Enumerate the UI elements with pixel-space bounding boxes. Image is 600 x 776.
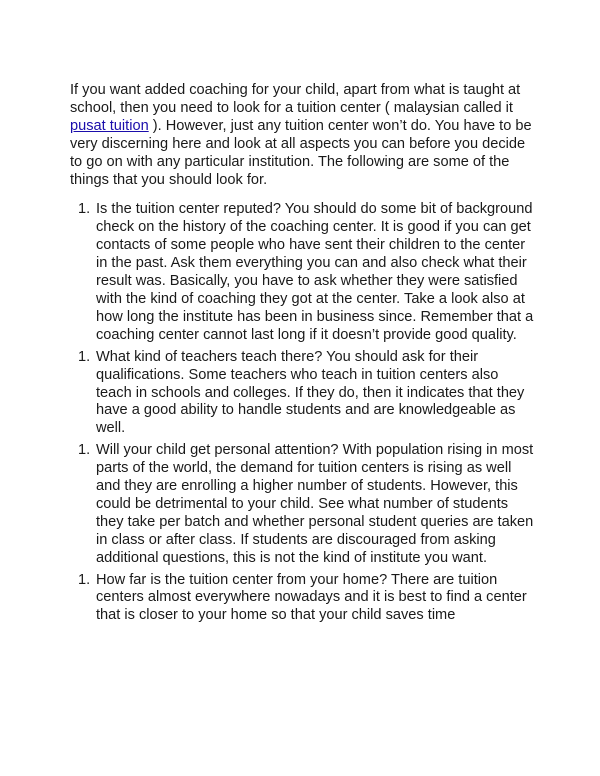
list-item-marker: 1.	[78, 201, 91, 218]
list-item	[70, 349, 535, 439]
list-item-marker: 1.	[78, 571, 91, 588]
article-body	[70, 82, 535, 629]
intro-text-before-link: If you want added coaching for your child, apart from what is taught at school, then you need to look for a tuition center ( malaysian called it	[70, 82, 521, 116]
pusat-tuition-link[interactable]: pusat tuition	[70, 117, 149, 134]
intro-paragraph	[70, 82, 535, 189]
list-item-text: Will your child get personal attention? With population rising in most parts of the world, the demand for tuition centers is rising as well and they are enrolling a higher number of students. However, this could be detrimental to your child. See what number of students they take per batch and whether personal student queries are taken in class or after class. If students are discouraged from asking additional questions, this is not the kind of institute you want.	[96, 442, 534, 566]
list-item-text: How far is the tuition center from your home? There are tuition centers almost everywhere nowadays and it is best to find a center that is closer to your home so that your child saves time	[96, 571, 527, 624]
list-item-text: Is the tuition center reputed? You should do some bit of background check on the history of the coaching center. It is good if you can get contacts of some people who have sent their children to the center in the past. Ask them everything you can and also check what their result was. Basically, you have to ask whether they were satisfied with the kind of coaching they got at the center. Take a look also at how long the institute has been in business since. Remember that a coaching center cannot last long if it doesn’t provide good quality.	[96, 201, 534, 343]
list-item	[70, 442, 535, 567]
list-item	[70, 201, 535, 344]
list-item	[70, 572, 535, 626]
list-item-marker: 1.	[78, 348, 91, 365]
intro-text-after-link: ). However, just any tuition center won’t do. You have to be very discerning here and look at all aspects you can before you decide to go on with any particular institution. The following are some of the things that you should look for.	[70, 117, 532, 188]
list-item-text: What kind of teachers teach there? You should ask for their qualifications. Some teachers who teach in tuition centers also teach in schools and colleges. If they do, then it indicates that they have a good ability to handle students and are knowledgeable as well.	[96, 348, 525, 437]
list-item-marker: 1.	[78, 442, 91, 459]
considerations-list	[70, 201, 535, 625]
